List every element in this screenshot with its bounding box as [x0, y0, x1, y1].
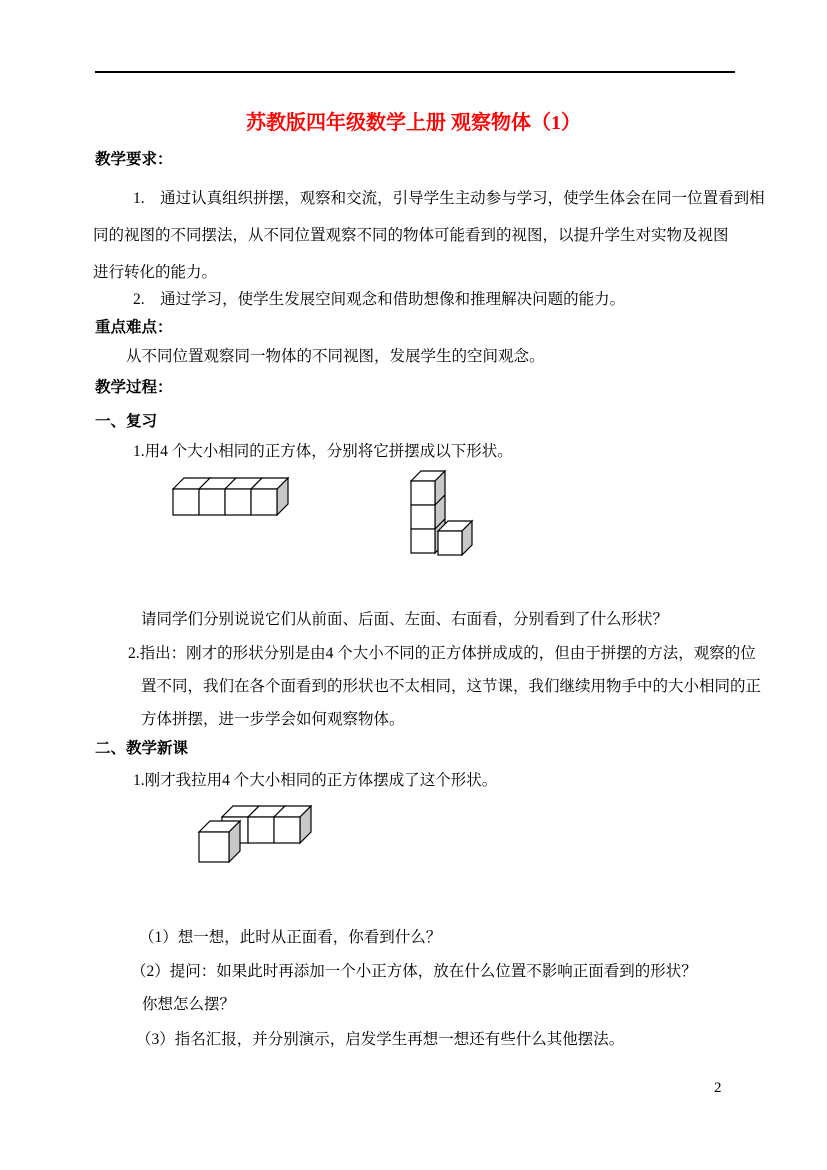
- page-number: 2: [714, 1080, 722, 1096]
- review-step2-line2: 置不同，我们在各个面看到的形状也不太相同，这节课，我们继续用物手中的大小相同的正: [141, 678, 762, 695]
- review-question-text: 请同学们分别说说它们从前面、后面、左面、右面看，分别看到了什么形状？: [141, 611, 669, 628]
- three-cubes-front-cube-drawing: [197, 805, 340, 863]
- page-title: 苏教版四年级数学上册 观察物体（1）: [246, 112, 581, 134]
- requirements-item1-line2: 同的视图的不同摆法，从不同位置观察不同的物体可能看到的视图，以提升学生对实物及视图: [93, 227, 729, 244]
- key-points-text: 从不同位置观察同一物体的不同视图，发展学生的空间观念。: [126, 348, 545, 365]
- review-step1-text: 1.用4 个大小相同的正方体，分别将它拼摆成以下形状。: [133, 443, 513, 460]
- review-step2-line3: 方体拼摆，进一步学会如何观察物体。: [141, 711, 405, 728]
- new-lesson-step1-text: 1.刚才我拉用4 个大小相同的正方体摆成了这个形状。: [133, 772, 498, 789]
- new-lesson-q3-text: （3）指名汇报，并分别演示，启发学生再想一想还有些什么其他摆法。: [136, 1031, 625, 1048]
- requirements-item2: 2. 通过学习，使学生发展空间观念和借助想像和推理解决问题的能力。: [133, 291, 626, 308]
- figure-four-cubes-row: [172, 477, 290, 516]
- l-shaped-cubes-drawing: [410, 470, 474, 556]
- requirements-item1-line3: 进行转化的能力。: [93, 264, 218, 281]
- subsection-heading-review: 一、复习: [95, 413, 158, 430]
- header-divider-rule: [95, 71, 735, 73]
- new-lesson-q2-line2: 你想怎么摆？: [142, 996, 236, 1013]
- section-heading-process: 教学过程：: [95, 379, 173, 396]
- figure-three-cubes-with-front-cube: [197, 805, 340, 863]
- section-heading-requirements: 教学要求：: [95, 151, 173, 168]
- figure-l-shaped-cubes: [410, 470, 474, 556]
- new-lesson-q2-line1: （2）提问：如果此时再添加一个小正方体，放在什么位置不影响正面看到的形状？: [131, 963, 697, 980]
- requirements-item1-line1: 1. 通过认真组织拼摆，观察和交流，引导学生主动参与学习，使学生体会在同一位置看到相: [133, 190, 765, 207]
- review-step2-line1: 2.指出：刚才的形状分别是由4 个大小不同的正方体拼成成的，但由于拼摆的方法，观察的位: [128, 645, 756, 662]
- subsection-heading-new-lesson: 二、教学新课: [95, 740, 189, 757]
- section-heading-key-points: 重点难点：: [95, 319, 173, 336]
- four-cubes-row-drawing: [172, 477, 290, 516]
- new-lesson-q1-text: （1）想一想，此时从正面看，你看到什么？: [139, 929, 442, 946]
